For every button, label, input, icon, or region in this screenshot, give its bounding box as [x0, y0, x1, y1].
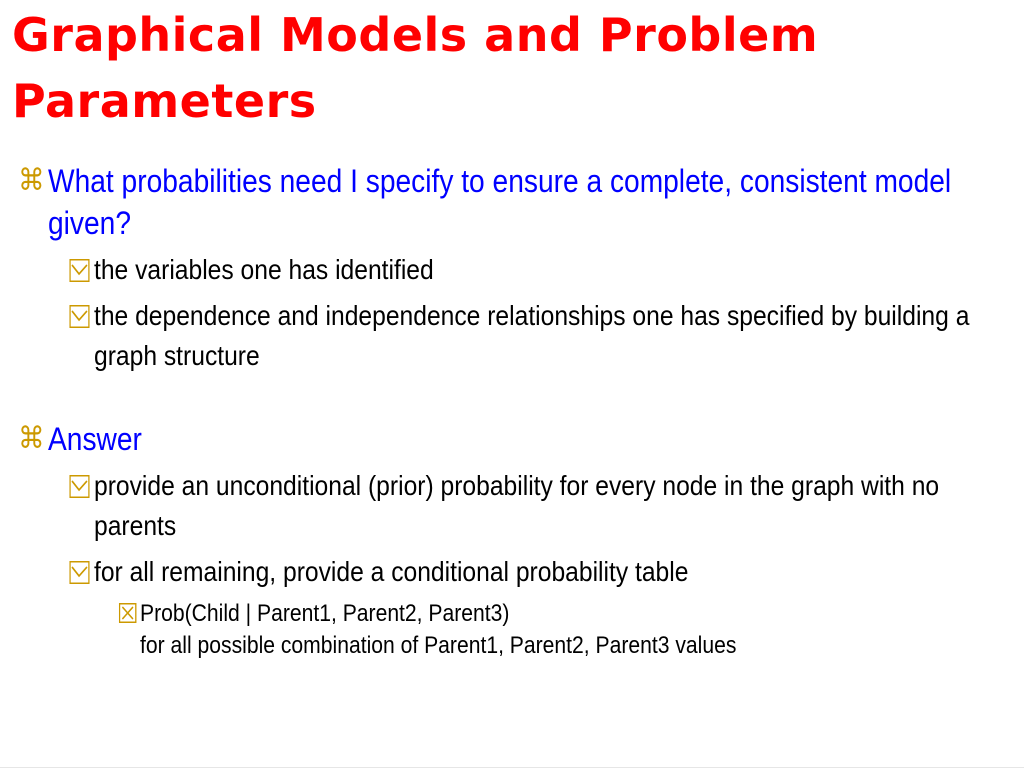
bullet-item [18, 418, 978, 460]
command-icon: ⌘ [18, 421, 45, 456]
bullet-item [18, 160, 978, 244]
bullet-text: Prob(Child | Parent1, Parent2, Parent3) for all possible combination of Parent1, Parent2, Parent3 values [140, 600, 737, 659]
bullet-item [94, 250, 974, 290]
bullet-item [94, 466, 974, 546]
bullet-item [140, 598, 1000, 662]
slide-title: Graphical Models and Problem Parameters [12, 8, 819, 128]
bullet-item [94, 552, 974, 592]
bullet-text: the variables one has identified [94, 254, 434, 285]
checkbox-icon [69, 475, 89, 498]
bullet-text: the dependence and independence relationships one has specified by building a graph structure [94, 300, 970, 371]
x-box-icon [119, 603, 137, 623]
bullet-text: Answer [48, 421, 142, 457]
bullet-text: provide an unconditional (prior) probability for every node in the graph with no parents [94, 470, 940, 541]
checkbox-icon [69, 305, 89, 328]
bullet-text: for all remaining, provide a conditional probability table [94, 556, 689, 587]
bullet-list [0, 160, 1024, 662]
command-icon: ⌘ [18, 163, 45, 198]
checkbox-icon [69, 561, 89, 584]
checkbox-icon [69, 259, 89, 282]
bullet-item [94, 296, 974, 376]
bullet-text: What probabilities need I specify to ensure a complete, consistent model given? [48, 163, 952, 241]
